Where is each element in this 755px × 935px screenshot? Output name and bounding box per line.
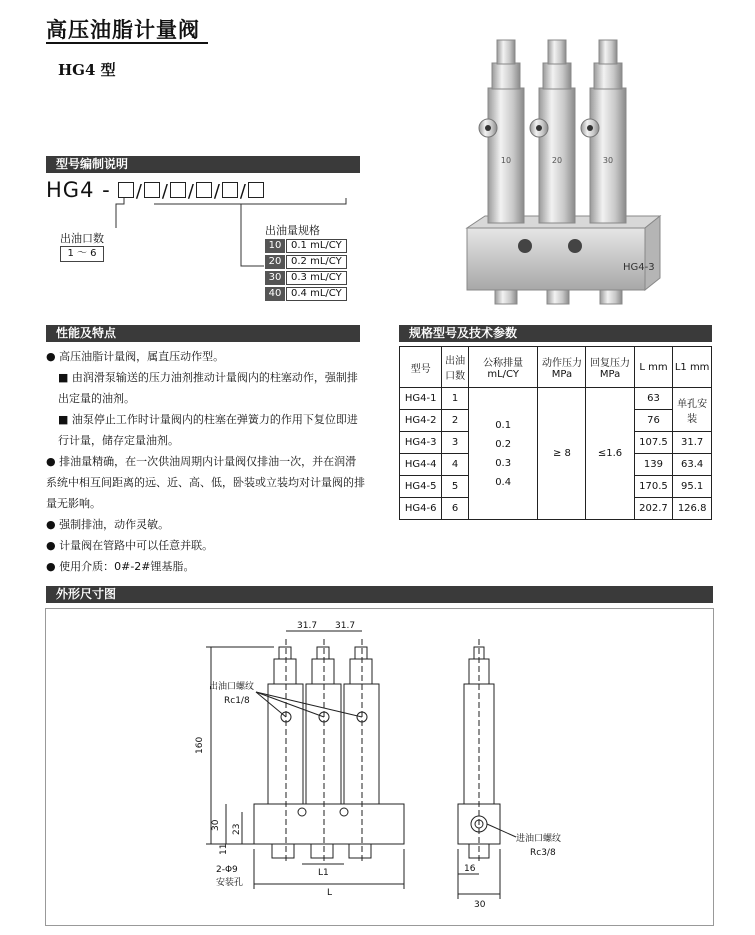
cell-L: 170.5 [634,476,673,498]
feature-item [46,556,366,577]
dim-11: 11 [219,843,229,855]
cell-model: HG4-3 [400,432,442,454]
column-header: 公称排量 mL/CY [468,347,538,388]
feature-subitem [46,409,366,451]
cell-L1: 63.4 [673,454,712,476]
cell-L1: 单孔安装 [673,388,712,432]
spec-row [265,271,347,285]
cell-L: 202.7 [634,498,673,520]
feature-item [46,535,366,556]
model-code-prefix: HG4 - [46,178,111,202]
feature-text: 油泵停止工作时计量阀内的柱塞在弹簧力的作用下复位即进行计量，储存定量油剂。 [58,413,358,447]
scale-mark: 20 [551,156,563,165]
dimension-drawing-frame [45,608,714,926]
cell-outlets: 5 [442,476,468,498]
spec-code: 10 [265,239,285,253]
dim-L1: L1 [318,868,329,878]
outlet-count-label: 出油口数 [60,232,104,245]
bullet: ■ [58,371,69,384]
cell-displacement [468,388,538,520]
table-row [400,388,712,410]
cell-outlets: 2 [442,410,468,432]
inlet-thread-label: 进油口螺纹 [516,834,562,844]
page-subtitle: HG4 型 [58,61,116,79]
feature-text: 使用介质：0#-2#锂基脂。 [59,560,195,573]
model-code-section-bar: 型号编制说明 [46,156,360,173]
cell-L: 107.5 [634,432,673,454]
cell-model: HG4-6 [400,498,442,520]
cell-model: HG4-5 [400,476,442,498]
dim-30: 30 [211,819,221,831]
column-header: 动作压力 MPa [538,347,586,388]
dim-30b: 30 [474,900,486,910]
column-header: 型号 [400,347,442,388]
cell-outlets: 6 [442,498,468,520]
column-header: L mm [634,347,673,388]
scale-mark: 10 [500,156,512,165]
features-section-bar: 性能及特点 [46,325,360,342]
bullet: ● [46,518,56,531]
product-photo [455,28,665,308]
scale-mark: 30 [602,156,614,165]
spec-value: 0.1 mL/CY [286,239,347,253]
outlet-thread-spec: Rc1/8 [224,696,250,706]
spec-code: 20 [265,255,285,269]
bullet: ● [46,560,56,573]
feature-text: 由润滑泵输送的压力油剂推动计量阀内的柱塞动作，强制排出定量的油剂。 [58,371,358,405]
spec-row [265,239,347,253]
dim-L: L [327,888,333,898]
spec-value: 0.2 mL/CY [286,255,347,269]
outlet-thread-label: 出油口螺纹 [209,682,255,692]
dimension-drawing [46,609,713,925]
model-code-pattern: HG4 - / / / / / [46,178,264,202]
column-header: L1 mm [673,347,712,388]
feature-item [46,514,366,535]
bullet: ● [46,539,56,552]
table-header-row [400,347,712,388]
spec-value: 0.4 mL/CY [286,287,347,301]
spec-row [265,255,347,269]
spec-row [265,287,347,301]
feature-text: 高压油脂计量阀，属直压动作型。 [59,350,225,363]
dim-pitch-1: 31.7 [297,621,318,631]
cell-model: HG4-4 [400,454,442,476]
displacement-value: 0.3 [495,457,512,469]
cell-L1: 95.1 [673,476,712,498]
outlet-range: 1 ～ 6 [60,246,104,262]
cell-L1: 126.8 [673,498,712,520]
dim-16: 16 [464,864,476,874]
mount-holes: 2-Φ9 [216,865,238,875]
cell-L: 76 [634,410,673,432]
bullet: ● [46,350,56,363]
feature-list [46,346,366,577]
cell-action-pressure: ≥ 8 [538,388,586,520]
feature-subitem [46,367,366,409]
displacement-value: 0.2 [495,438,512,450]
spec-value: 0.3 mL/CY [286,271,347,285]
cell-L: 139 [634,454,673,476]
photo-label: HG4-3 [623,262,655,273]
cell-model: HG4-2 [400,410,442,432]
bullet: ■ [58,413,69,426]
cell-return-pressure: ≤1.6 [586,388,634,520]
page-title: 高压油脂计量阀 [46,18,200,42]
feature-text: 计量阀在管路中可以任意并联。 [59,539,214,552]
column-header: 出油口数 [442,347,468,388]
dim-height: 160 [195,736,205,754]
cell-outlets: 1 [442,388,468,410]
spec-code: 40 [265,287,285,301]
dim-23: 23 [232,823,242,835]
displacement-value: 0.1 [495,419,512,431]
spec-table-section-bar: 规格型号及技术参数 [399,325,712,342]
feature-text: 排油量精确，在一次供油周期内计量阀仅排油一次，并在润滑系统中相互间距离的远、近、高、低，卧装或立装均对计量阀的排量无影响。 [46,455,365,510]
spec-code: 30 [265,271,285,285]
cell-L: 63 [634,388,673,410]
feature-item [46,451,366,514]
drawing-section-bar: 外形尺寸图 [46,586,713,603]
feature-item [46,346,366,367]
dim-pitch-2: 31.7 [335,621,356,631]
cell-L1: 31.7 [673,432,712,454]
cell-model: HG4-1 [400,388,442,410]
spec-table [399,346,712,520]
mount-label: 安装孔 [216,878,244,888]
spec-label: 出油量规格 [265,224,320,237]
cell-outlets: 3 [442,432,468,454]
bullet: ● [46,455,56,468]
column-header: 回复压力 MPa [586,347,634,388]
title-underline [46,42,208,44]
inlet-thread-spec: Rc3/8 [530,848,556,858]
feature-text: 强制排油，动作灵敏。 [59,518,170,531]
displacement-value: 0.4 [495,476,512,488]
cell-outlets: 4 [442,454,468,476]
